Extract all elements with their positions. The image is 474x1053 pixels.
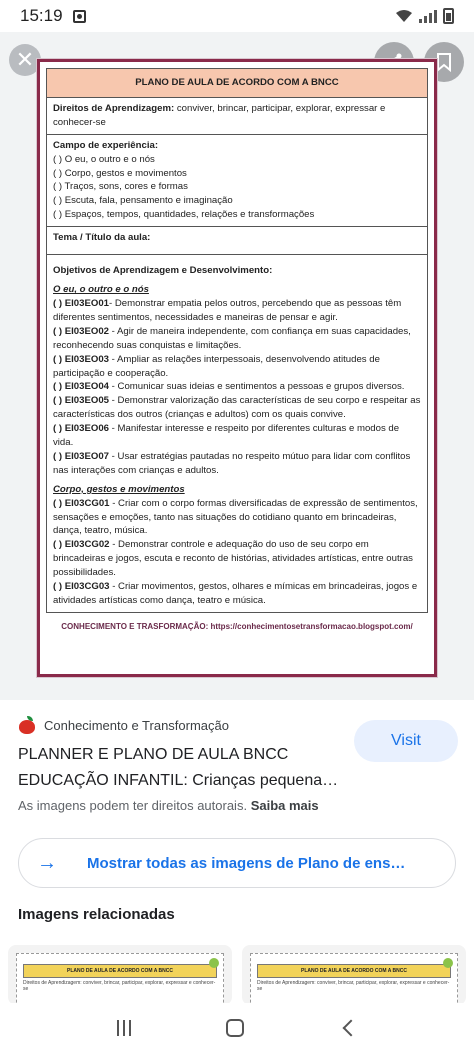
objective-item: ( ) EI03CG02 - Demonstrar controle e adequação do uso de seu corpo em brincadeiras e jogos, escuta e reconto de histórias, atividades artísticas, entre outras possibilidades.: [53, 539, 413, 579]
document-title: PLANO DE AULA DE ACORDO COM A BNCC: [47, 69, 427, 98]
rights-section: [47, 98, 427, 135]
show-all-images-button[interactable]: [18, 838, 456, 888]
objective-item: ( ) EI03EO02 - Agir de maneira independente, com confiança em suas capacidades, reconhecendo suas conquistas e limitações.: [53, 325, 411, 351]
source-site[interactable]: [18, 716, 229, 734]
objective-item: ( ) EI03EO06 - Manifestar interesse e respeito por diferentes culturas e modos de vida.: [53, 423, 400, 449]
rights-label: Direitos de Aprendizagem:: [53, 102, 175, 114]
campo-label: Campo de experiência:: [53, 139, 159, 151]
battery-icon: [443, 8, 454, 24]
home-button[interactable]: [226, 1019, 244, 1037]
result-title-line2: EDUCAÇÃO INFANTIL: Crianças pequena…: [18, 772, 339, 789]
copyright-notice: [18, 798, 319, 813]
wifi-icon: [395, 9, 413, 23]
visit-button[interactable]: Visit: [354, 720, 458, 762]
camera-notification-icon: [73, 10, 86, 23]
result-title-line1: PLANNER E PLANO DE AULA BNCC: [18, 746, 289, 763]
thumb-document: [250, 953, 458, 1005]
related-image-thumb[interactable]: [8, 945, 232, 1005]
thumb-text: Direitos de Aprendizagem: conviver, brincar, participar, explorar, expressar e conhecer-se: [23, 980, 216, 992]
arrow-right-icon: →: [37, 851, 57, 874]
apple-icon: [18, 716, 36, 734]
result-title[interactable]: [18, 742, 348, 794]
status-bar: [0, 0, 474, 32]
objective-item: ( ) EI03EO03 - Ampliar as relações interpessoais, desenvolvendo atitudes de participação e cooperação.: [53, 353, 380, 379]
campo-item: ( ) Espaços, tempos, quantidades, relações e transformações: [53, 209, 315, 221]
objective-item: ( ) EI03EO04 - Comunicar suas ideias e sentimentos a pessoas e grupos diversos.: [53, 381, 405, 393]
back-button[interactable]: [342, 1020, 359, 1037]
campo-section: [47, 135, 427, 227]
recent-apps-button[interactable]: [117, 1020, 131, 1036]
rights-text: conviver, brincar, participar, explorar, expressar e conhecer-se: [53, 102, 386, 128]
signal-icon: [419, 9, 437, 23]
thumb-document: [16, 953, 224, 1005]
copyright-text: As imagens podem ter direitos autorais.: [18, 798, 248, 813]
bookmark-icon: [435, 52, 453, 72]
related-images-heading: Imagens relacionadas: [18, 906, 175, 923]
close-icon: ✕: [15, 47, 35, 72]
badge-icon: [209, 958, 219, 968]
tema-label: Tema / Título da aula:: [53, 232, 151, 244]
related-image-thumb[interactable]: [242, 945, 466, 1005]
campo-item: ( ) Corpo, gestos e movimentos: [53, 167, 187, 179]
source-name: Conhecimento e Transformação: [44, 717, 229, 733]
image-viewer: [0, 32, 474, 700]
campo-item: ( ) Escuta, fala, pensamento e imaginação: [53, 195, 233, 207]
group1-title: O eu, o outro e o nós: [53, 284, 149, 296]
navigation-bar: [0, 1003, 474, 1053]
objective-item: ( ) EI03EO05 - Demonstrar valorização das características de seu corpo e respeitar as características dos outros (crianças e adultos) com os quais convive.: [53, 395, 421, 421]
objective-item: ( ) EI03CG01 - Criar com o corpo formas diversificadas de expressão de sentimentos, sensações e emoções, tanto nas situações do cotidiano quanto em brincadeiras, dança, teatro, música.: [53, 497, 418, 537]
objetivos-section: [47, 255, 427, 612]
status-time: 15:19: [20, 6, 63, 25]
status-icons: [395, 8, 454, 24]
document-image[interactable]: [37, 59, 437, 677]
objective-item: ( ) EI03CG03 - Criar movimentos, gestos, olhares e mímicas em brincadeiras, jogos e atividades artísticas como dança, teatro e música.: [53, 581, 418, 606]
group2-title: Corpo, gestos e movimentos: [53, 483, 185, 495]
badge-icon: [443, 958, 453, 968]
show-all-label: Mostrar todas as imagens de Plano de ens…: [87, 854, 406, 872]
campo-item: ( ) O eu, o outro e o nós: [53, 153, 155, 165]
objective-item: ( ) EI03EO01- Demonstrar empatia pelos outros, percebendo que as pessoas têm diferentes sentimentos, necessidades e maneiras de pensar e agir.: [53, 297, 402, 323]
tema-section: [47, 227, 427, 255]
learn-more-link[interactable]: Saiba mais: [250, 798, 319, 813]
document-table: [46, 68, 428, 613]
campo-item: ( ) Traços, sons, cores e formas: [53, 181, 188, 193]
document-footer: CONHECIMENTO E TRASFORMAÇÃO: https://conhecimentosetransformacao.blogspot.com/: [61, 621, 413, 631]
objective-item: ( ) EI03EO07 - Usar estratégias pautadas no respeito mútuo para lidar com conflitos nas interações com crianças e adultos.: [53, 450, 411, 476]
thumb-title: PLANO DE AULA DE ACORDO COM A BNCC: [23, 964, 217, 978]
thumb-text: Direitos de Aprendizagem: conviver, brincar, participar, explorar, expressar e conhecer-se: [257, 980, 450, 992]
objetivos-label: Objetivos de Aprendizagem e Desenvolvimento:: [53, 265, 273, 277]
thumb-title: PLANO DE AULA DE ACORDO COM A BNCC: [257, 964, 451, 978]
